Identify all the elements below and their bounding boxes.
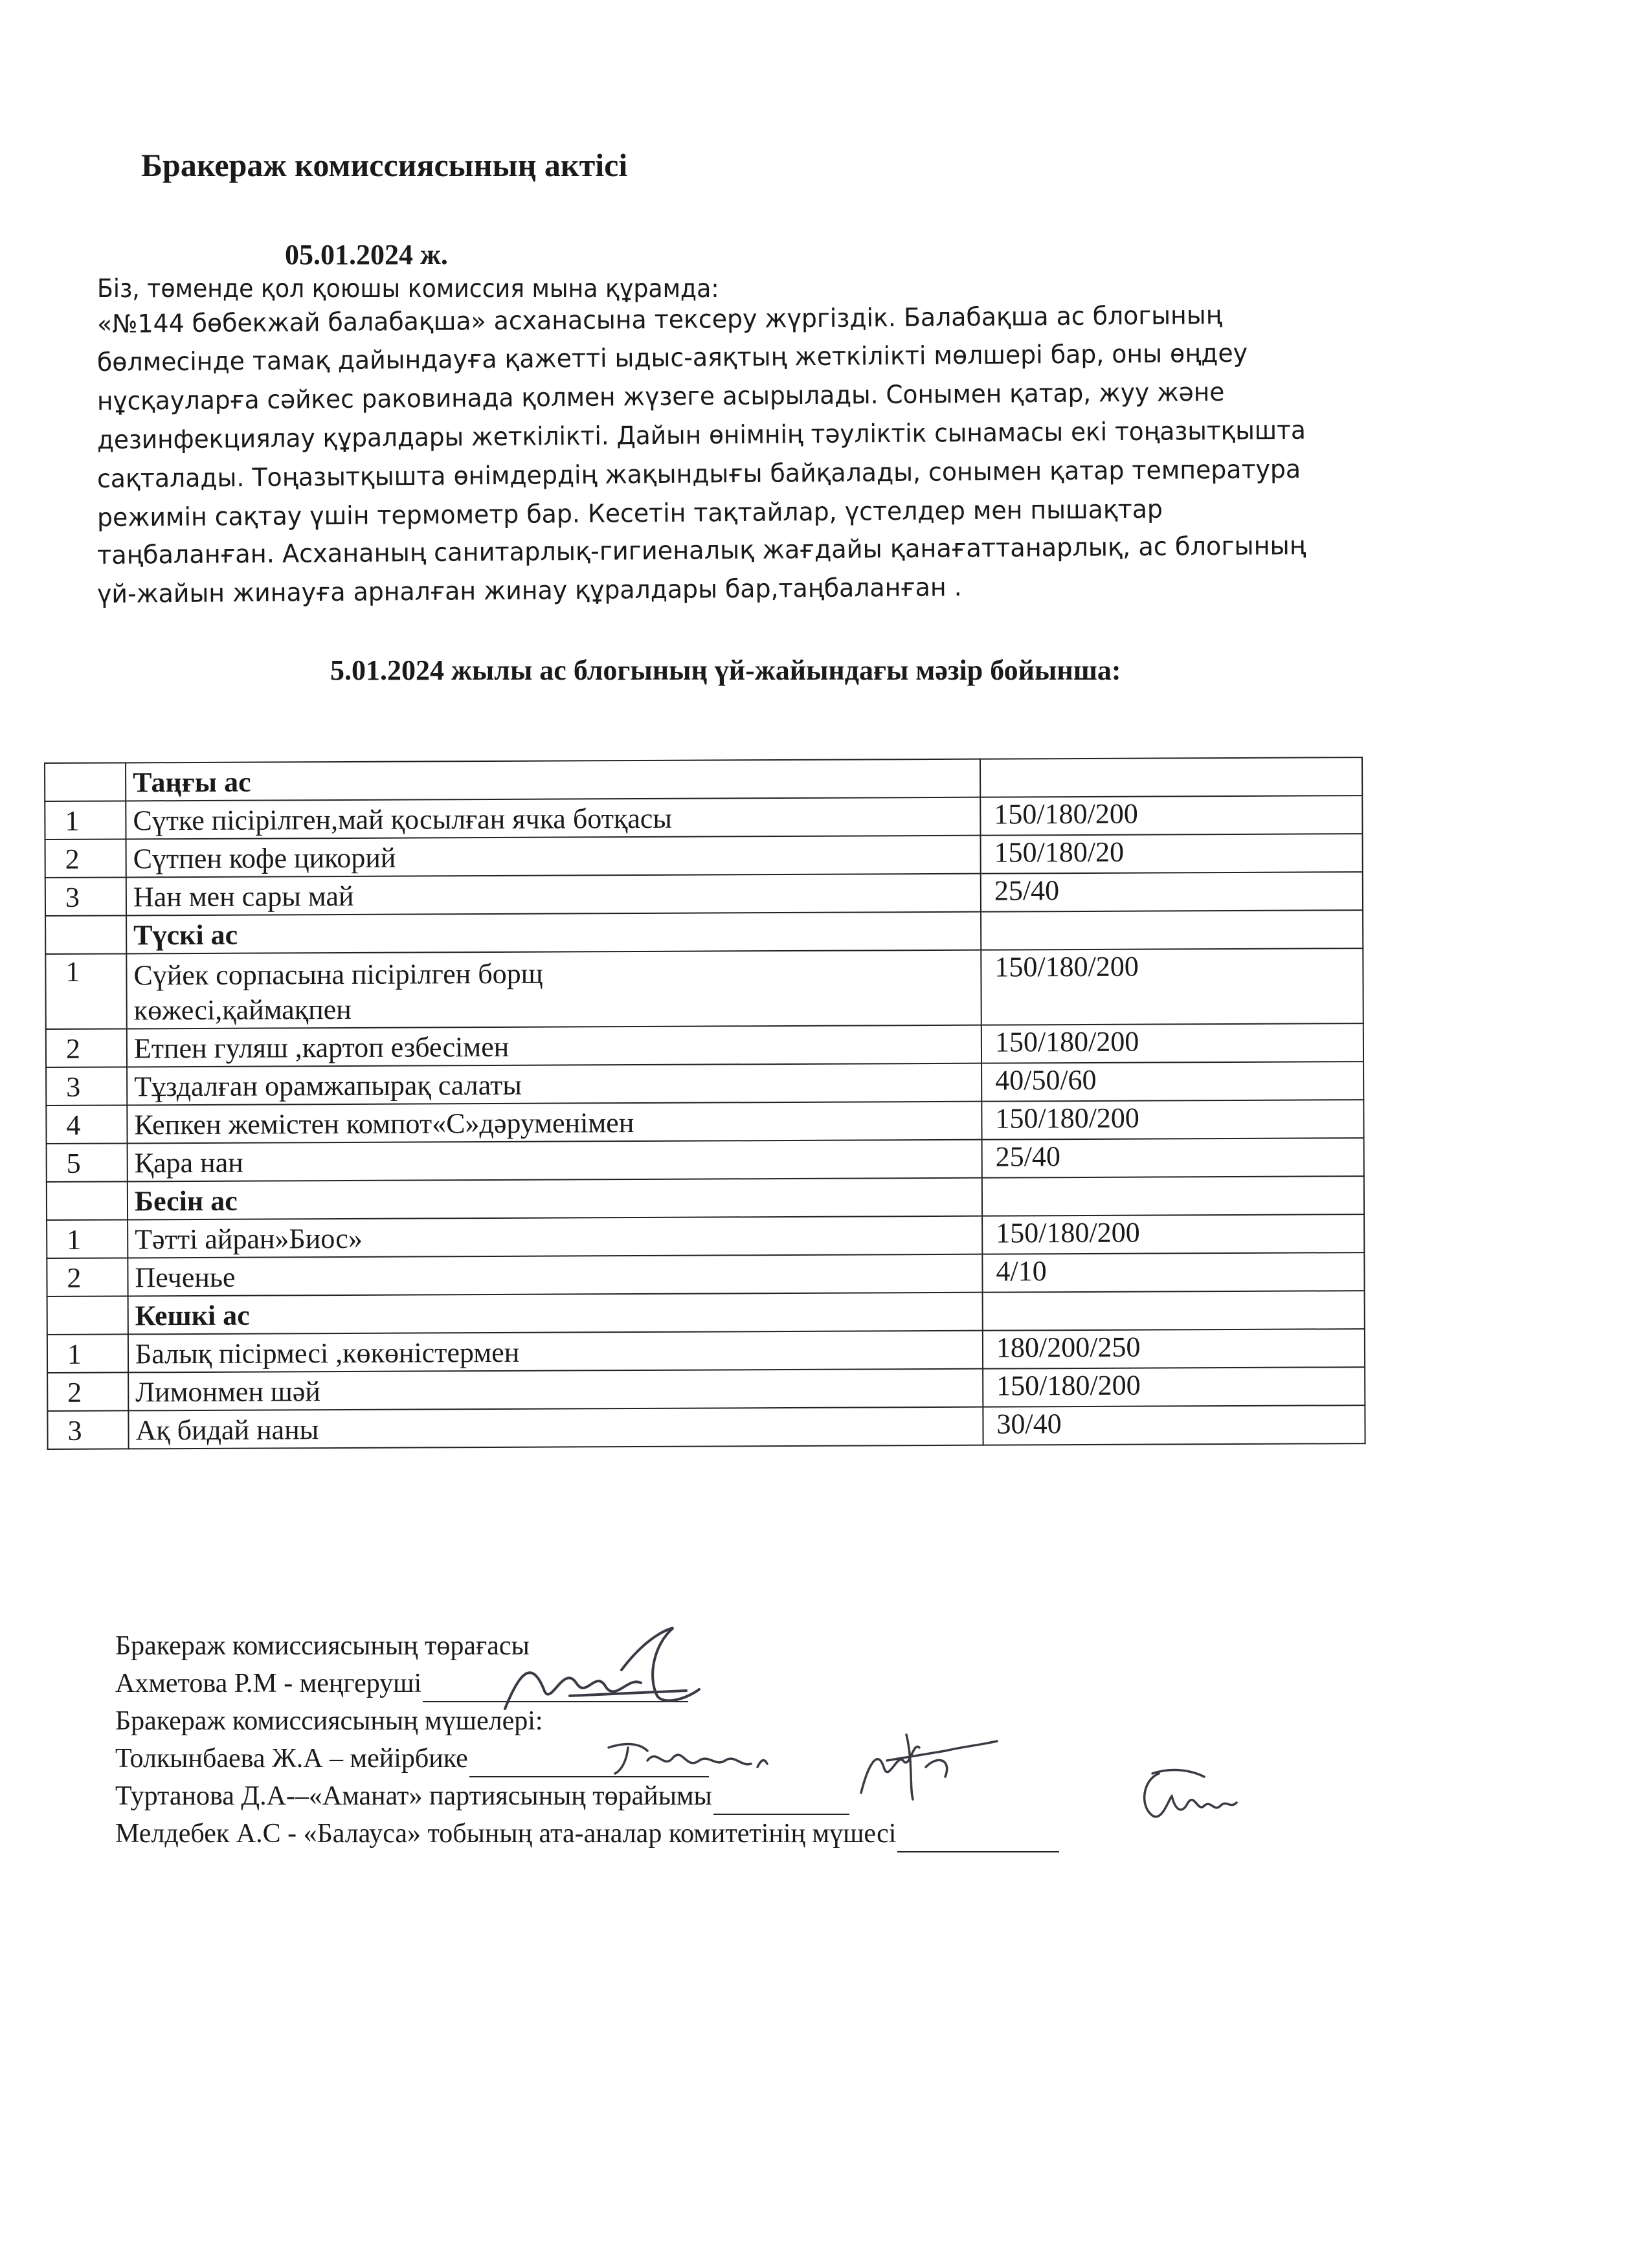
table-row (45, 948, 1363, 1029)
item-name: Сүйек сорпасына пісірілген борщ көжесі,қаймақпен (126, 950, 981, 1029)
num-cell (45, 762, 126, 801)
table-row (47, 1252, 1364, 1296)
member-2-name: Туртанова Д.А-–«Аманат» партиясының төрайымы (115, 1781, 712, 1811)
paragraph-line: нұсқауларға сәйкес раковинада қолмен жүзеге асырылады. Сонымен қатар, жуу және (96, 377, 1225, 416)
num-cell (47, 1296, 128, 1335)
item-name: Сүтпен кофе цикорий (126, 836, 981, 878)
table-row (46, 1062, 1363, 1106)
item-number: 2 (47, 1258, 128, 1296)
table-row (47, 1329, 1365, 1373)
portion-cell (982, 1176, 1364, 1216)
item-portion: 40/50/60 (981, 1062, 1363, 1102)
chair-handwritten-signature (492, 1618, 725, 1722)
section-row-lunch (45, 910, 1363, 954)
item-name: Ақ бидай наны (128, 1407, 983, 1449)
document-title: Бракераж комиссиясының актісі (141, 147, 628, 183)
num-cell (47, 1181, 128, 1220)
item-portion: 180/200/250 (983, 1329, 1365, 1369)
item-portion: 150/180/200 (982, 1214, 1364, 1254)
members-label-text: Бракераж комиссиясының мүшелері: (115, 1706, 543, 1736)
section-row-afternoon-snack (47, 1176, 1364, 1220)
item-portion: 25/40 (981, 872, 1363, 912)
member-2-handwritten-signature (848, 1722, 1003, 1806)
item-number: 2 (47, 1372, 128, 1411)
item-portion: 150/180/200 (980, 795, 1362, 836)
section-title: Таңғы ас (126, 759, 980, 801)
section-title: Кешкі ас (128, 1293, 983, 1335)
item-name: Етпен гуляш ,картоп езбесімен (127, 1025, 981, 1067)
chair-name: Ахметова Р.М - меңгеруші (115, 1669, 422, 1698)
section-row-breakfast (45, 757, 1362, 801)
item-name: Тәтті айран»Биос» (128, 1216, 982, 1258)
item-name: Кепкен жемістен компот«С»дәруменімен (127, 1102, 981, 1144)
item-number: 1 (45, 953, 127, 1029)
member-3-signature-line (115, 1815, 1059, 1852)
item-portion: 150/180/200 (981, 1023, 1363, 1063)
item-name: Лимонмен шәй (128, 1369, 983, 1411)
chair-label-text: Бракераж комиссиясының төрағасы (115, 1631, 530, 1661)
menu-heading: 5.01.2024 жылы ас блогының үй-жайындағы мәзір бойынша: (330, 654, 1121, 686)
paragraph-line: Біз, төменде қол қоюшы комиссия мына құрамда: (97, 274, 719, 304)
paragraph-line: «№144 бөбекжай балабақша» асханасына тексеру жүргіздік. Балабақша ас блогының (96, 300, 1222, 339)
paragraph-line: бөлмесінде тамақ дайындауға қажетті ыдыс-аяқтың жеткілікті мөлшері бар, оны өңдеу (96, 339, 1248, 377)
table-row (47, 1405, 1365, 1449)
table-row (45, 834, 1363, 878)
member-1-name: Толкынбаева Ж.А – мейірбике (115, 1744, 468, 1773)
table-row (46, 1100, 1363, 1144)
item-number: 5 (47, 1143, 128, 1182)
table-row (47, 1367, 1365, 1411)
table-row (47, 1214, 1364, 1258)
member-3-handwritten-signature (1133, 1761, 1249, 1832)
item-number: 1 (45, 801, 126, 839)
table-row (45, 872, 1363, 916)
section-row-dinner (47, 1291, 1365, 1335)
table-row (47, 1138, 1364, 1182)
item-portion: 150/180/200 (981, 948, 1363, 1025)
menu-table (44, 757, 1366, 1450)
item-name: Нан мен сары май (126, 874, 981, 916)
item-name: Тұздалған орамжапырақ салаты (127, 1063, 981, 1106)
item-portion: 150/180/200 (981, 1100, 1363, 1140)
item-number: 3 (47, 1410, 128, 1449)
item-name: Сүтке пісірілген,май қосылған ячка ботқасы (126, 797, 980, 839)
document-date: 05.01.2024 ж. (285, 239, 448, 271)
item-number: 2 (46, 1028, 127, 1067)
portion-cell (980, 757, 1362, 797)
item-name: Печенье (128, 1254, 982, 1296)
item-portion: 150/180/20 (981, 834, 1363, 874)
paragraph-line: таңбаланған. Асхананың санитарлық-гигиеналық жағдайы қанағаттанарлық, ас блогының (96, 531, 1306, 570)
item-portion: 25/40 (982, 1138, 1364, 1178)
member-3-name: Мелдебек А.С - «Балауса» тобының ата-аналар комитетінің мүшесі (115, 1819, 897, 1849)
item-number: 3 (46, 1067, 127, 1106)
paragraph-line: үй-жайын жинауға арналған жинау құралдары бар,таңбаланған . (96, 573, 962, 609)
table-row (46, 1023, 1363, 1067)
signature-blank (713, 1785, 849, 1815)
section-title: Түскі ас (126, 912, 981, 954)
item-portion: 150/180/200 (983, 1367, 1365, 1407)
num-cell (45, 915, 126, 954)
item-number: 3 (45, 877, 126, 916)
paragraph-line: режимін сақтау үшін термометр бар. Кесетін тақтайлар, үстелдер мен пышақтар (96, 495, 1163, 533)
portion-cell (983, 1291, 1365, 1331)
section-title: Бесін ас (128, 1178, 982, 1220)
item-name: Балық пісірмесі ,көкөністермен (128, 1331, 983, 1373)
item-number: 1 (47, 1219, 128, 1258)
paragraph-line: дезинфекциялау құралдары жеткілікті. Дайын өнімнің тәуліктік сынамасы екі тоңазытқышта (96, 416, 1306, 455)
item-portion: 30/40 (983, 1405, 1365, 1445)
table-row (45, 795, 1362, 839)
portion-cell (981, 910, 1363, 950)
item-number: 4 (46, 1105, 127, 1144)
item-portion: 4/10 (982, 1252, 1364, 1293)
member-1-handwritten-signature (602, 1735, 770, 1786)
item-name: Қара нан (128, 1140, 982, 1182)
item-number: 2 (45, 839, 126, 878)
signature-blank (897, 1823, 1059, 1852)
paragraph-line: сақталады. Тоңазытқышта өнімдердің жақындығы байқалады, сонымен қатар температура (96, 454, 1301, 494)
item-number: 1 (47, 1334, 128, 1373)
